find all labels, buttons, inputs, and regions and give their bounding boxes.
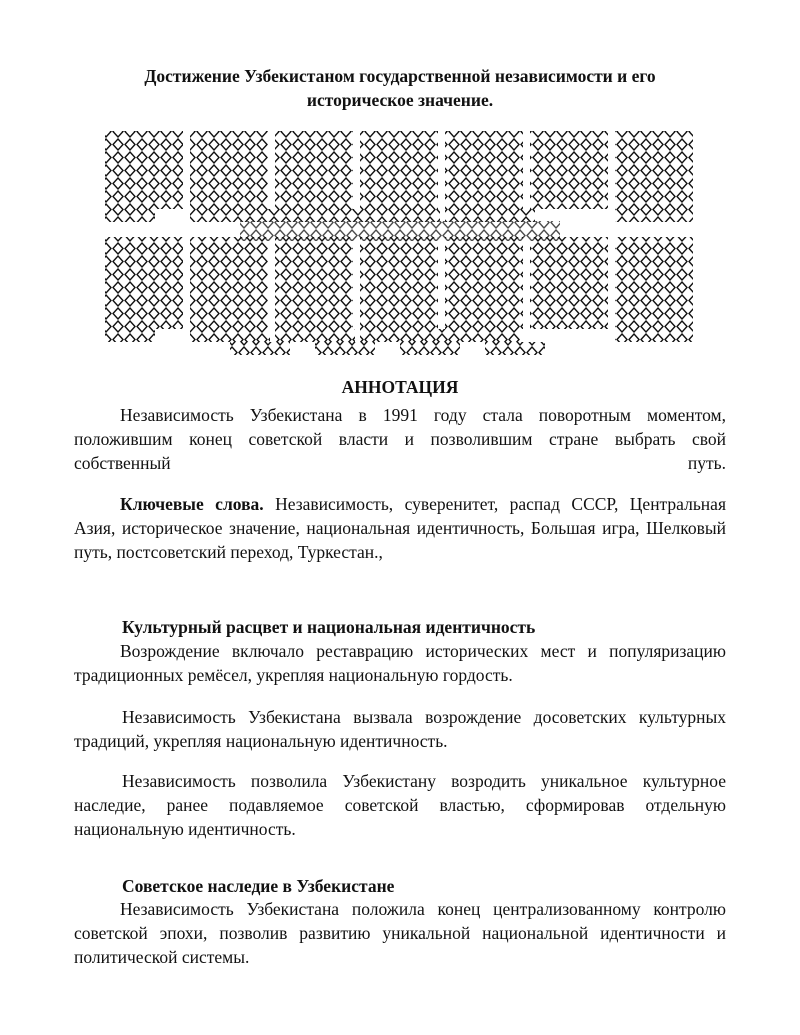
page-title (100, 64, 700, 112)
keywords-text: Независимость, суверенитет, распад СССР, Центральная Азия, историческое значение, национальная идентичность, Большая игра, Шелковый путь, постсоветский переход, Туркестан., (74, 494, 726, 562)
section-heading-soviet: Советское наследие в Узбекистане (122, 876, 395, 896)
section1-paragraph-3: Независимость позволила Узбекистану возродить уникальное культурное наследие, ранее подавляемое советской властью, сформировав отдельную национальную идентичность. (74, 771, 726, 839)
section1-paragraph-1: Возрождение включало реставрацию исторических мест и популяризацию традиционных ремёсел, укрепляя национальную гордость. (74, 641, 726, 685)
annotation-line-1: Независимость Узбекистана в 1991 году стала поворотным моментом, (120, 405, 726, 425)
section1-paragraph-2: Независимость Узбекистана вызвала возрождение досоветских культурных традиций, укрепляя национальную идентичность. (74, 707, 726, 751)
garbled-glyph-block (100, 125, 700, 360)
keywords-label: Ключевые слова. (120, 494, 264, 514)
annotation-line-3 (74, 451, 726, 475)
glyph-grid-top (105, 131, 693, 241)
annotation-heading: АННОТАЦИЯ (341, 377, 459, 397)
glyph-grid-bottom (105, 237, 693, 355)
section-heading-culture: Культурный расцвет и национальная идентичность (122, 617, 536, 637)
title-line-2: историческое значение. (306, 90, 494, 110)
section2-paragraph-1: Независимость Узбекистана положила конец централизованному контролю советской эпохи, позволив развитию уникальной национальной идентичности и политической системы. (74, 899, 726, 967)
keywords-paragraph (74, 492, 726, 564)
title-line-1: Достижение Узбекистаном государственной независимости и его (144, 66, 656, 86)
annotation-line-3-left: собственный (74, 453, 171, 473)
annotation-line-3-right: путь. (687, 453, 726, 473)
annotation-line-2: положившим конец советской власти и позволившим стране выбрать свой (74, 429, 726, 449)
